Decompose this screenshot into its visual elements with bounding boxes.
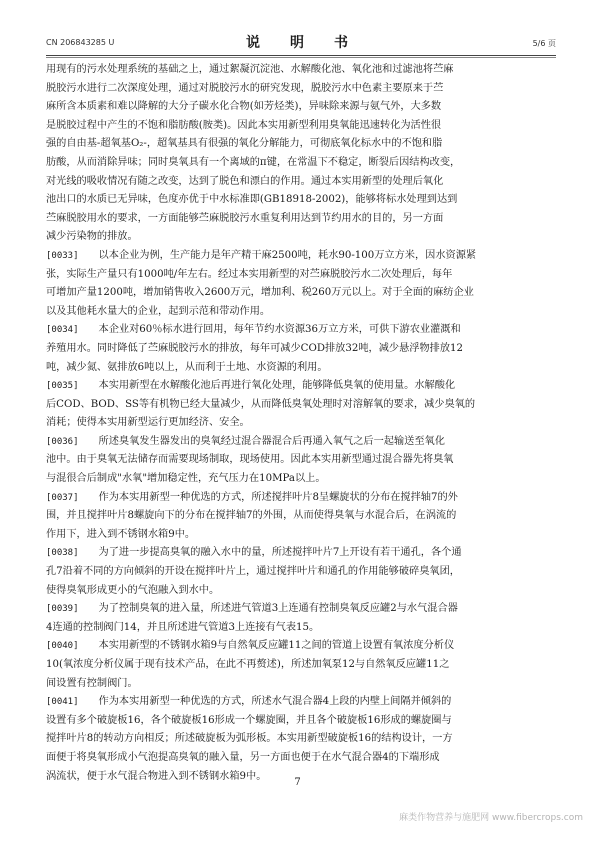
text-line <box>46 433 556 452</box>
text-line: 减少污染物的排放。 <box>46 231 138 243</box>
line-text: 为了控制臭氧的进入量，所述进气管道3上连通有控制臭氧反应罐2与水气混合器 <box>98 603 458 615</box>
paragraph-number: [0040] <box>46 641 79 652</box>
text-line: 用现有的污水处理系统的基础之上，通过絮凝沉淀池、水解酸化池、氧化池和过滤池将苎麻 <box>46 64 454 75</box>
paragraph <box>46 433 556 489</box>
paragraph <box>46 321 556 377</box>
page-info: 5/6 页 <box>532 39 556 48</box>
header-rule <box>46 55 556 56</box>
text-line <box>46 693 556 712</box>
text-line: 吨，减少氮、氨排放6吨以上，从而利于土地、水资源的利用。 <box>46 361 328 373</box>
text-line: 涡流状，便于水气混合物进入到不锈钢水箱9中。 <box>46 770 267 782</box>
line-text: 为了进一步提高臭氧的融入水中的量，所述搅拌叶片7上开设有若干通孔，各个通 <box>98 547 462 559</box>
text-line: 孔7沿着不同的方向倾斜的开设在搅拌叶片上，通过搅拌叶片和通孔的作用能够破碎臭氧团， <box>46 566 460 578</box>
page-number: 7 <box>294 777 301 788</box>
paragraph <box>46 247 556 321</box>
text-line: 脱胶污水进行二次深度处理，通过对脱胶污水的研究发现，脱胶污水中色素主要原来于苎 <box>46 82 444 94</box>
paragraph-number: [0035] <box>46 381 79 392</box>
text-line: 消耗；使得本实用新型运行更加经济、安全。 <box>46 417 250 429</box>
text-line: 使得臭氧形成更小的气泡融入到水中。 <box>46 584 220 596</box>
line-text: 本企业对60％标水进行回用，每年节约水资源36万立方米，可供下游农业灌溉和 <box>98 324 461 336</box>
text-line: 张，实际生产量只有1000吨/年左右。经过本实用新型的对苎麻脱胶污水二次处理后，每年 <box>46 268 453 280</box>
text-line: 以及其他耗水量大的企业，起到示范和带动作用。 <box>46 305 271 317</box>
text-line <box>46 247 556 266</box>
line-text: 本实用新型在水解酸化池后再进行氧化处理，能够降低臭氧的使用量。水解酸化 <box>98 380 456 392</box>
text-line: 围，并且搅拌叶片8螺旋向下的分布在搅拌轴7的外围，从而使得臭氧与水混合后，在涡流的 <box>46 510 457 522</box>
text-line <box>46 377 556 396</box>
paragraph <box>46 489 556 545</box>
paragraph <box>46 377 556 433</box>
line-text: 以本企业为例，生产能力是年产精干麻2500吨，耗水90-100万立方米，因水资源紧 <box>98 249 477 261</box>
line-text: 所述臭氧发生器发出的臭氧经过混合器混合后再通入氧气之后一起输送至氧化 <box>98 435 445 447</box>
page-header <box>46 32 556 52</box>
paragraph-number: [0039] <box>46 604 79 615</box>
header-rule-thin <box>46 57 556 58</box>
text-line: 4连通的控制阀门14，并且所述进气管道3上连接有气表15。 <box>46 621 320 633</box>
text-line: 面便于将臭氧形成小气泡提高臭氧的融入量，另一方面也便于在水气混合器4的下端形成 <box>46 751 440 763</box>
text-line: 苎麻脱胶用水的要求，一方面能够苎麻脱胶污水重复利用达到节约用水的目的，另一方面 <box>46 212 444 224</box>
paragraph <box>46 544 556 600</box>
paragraph-number: [0038] <box>46 548 79 559</box>
text-line <box>46 637 556 656</box>
text-line: 是脱胶过程中产生的不饱和脂肪酸(胺类)。因此本实用新型利用臭氧能迅速转化为活性很 <box>46 119 442 131</box>
paragraph-number: [0033] <box>46 250 79 261</box>
paragraph-number: [0041] <box>46 697 79 708</box>
line-text: 作为本实用新型一种优选的方式，所述水气混合器4上段的内壁上间隔并倾斜的 <box>98 696 452 708</box>
text-line: 对光线的吸收情况有随之改变，达到了脱色和漂白的作用。通过本实用新型的处理后氧化 <box>46 175 444 187</box>
text-line: 设置有多个破旋板16，各个破旋板16形成一个螺旋圈，并且各个破旋板16形成的螺旋圈与 <box>46 714 452 726</box>
document-id: CN 206843285 U <box>46 38 115 47</box>
text-line: 池出口的水质已无异味，色度亦优于中水标准即(GB18918-2002)，能够将标水处理到达到 <box>46 194 458 206</box>
text-line: 间设置有控制阀门。 <box>46 677 138 689</box>
text-line: 强的自由基-超氧基O₂-，超氧基具有很强的氧化分解能力，可彻底氧化标水中的不饱和脂 <box>46 138 443 150</box>
document-body <box>46 61 556 786</box>
text-line: 麻所含本质素和难以降解的大分子碳水化合物(如芳烃类)，异味除来源与氨气外，大多数 <box>46 101 442 113</box>
intro-paragraph <box>46 61 556 247</box>
paragraph-number: [0034] <box>46 325 79 336</box>
paragraph <box>46 637 556 693</box>
text-line: 与混很合后制成"水氧"增加稳定性，充气压力在10MPa以上。 <box>46 473 326 485</box>
site-watermark: 麻类作物营养与施肥网 www.fibercrops.com <box>399 813 583 823</box>
text-line: 可增加产量1200吨，增加销售收入2600万元，增加利、税260万元以上。对于全面的麻纺企业 <box>46 287 474 299</box>
text-line: 肪酸，从而消除异味；同时臭氧具有一个离域的π键，在常温下不稳定，断裂后因结构改变， <box>46 156 461 168</box>
line-text: 本实用新型的不锈钢水箱9与自然氧反应罐11之间的管道上设置有氧浓度分析仪 <box>98 640 455 652</box>
line-text: 作为本实用新型一种优选的方式，所述搅拌叶片8呈螺旋状的分布在搅拌轴7的外 <box>98 491 458 503</box>
paragraph-number: [0037] <box>46 492 79 503</box>
text-line: 10(氧浓度分析仪属于现有技术产品，在此不再赘述)，所述加氧泵12与自然氧反应罐11之 <box>46 659 450 670</box>
document-title: 说 明 书 <box>246 35 356 51</box>
paragraph <box>46 693 556 786</box>
paragraph <box>46 600 556 637</box>
paragraph-number: [0036] <box>46 436 79 447</box>
text-line <box>46 489 556 508</box>
text-line <box>46 544 556 563</box>
text-line: 搅拌叶片8的转动方向相反；所述破旋板为弧形板。本实用新型破旋板16的结构设计，一方 <box>46 733 453 745</box>
text-line <box>46 600 556 619</box>
text-line <box>46 321 556 340</box>
text-line: 作用下，进入到不锈钢水箱9中。 <box>46 528 196 540</box>
text-line: 池中。由于臭氧无法储存而需要现场制取，现场使用。因此本实用新型通过混合器先将臭氧 <box>46 454 454 466</box>
text-line: 养殖用水。同时降低了苎麻脱胶污水的排放，每年可减少COD排放32吨，减少悬浮物排放12 <box>46 342 463 354</box>
text-line: 后COD、BOD、SS等有机物已经大量减少，从而降低臭氧处理时对溶解氧的要求，减少臭氧的 <box>46 398 476 410</box>
